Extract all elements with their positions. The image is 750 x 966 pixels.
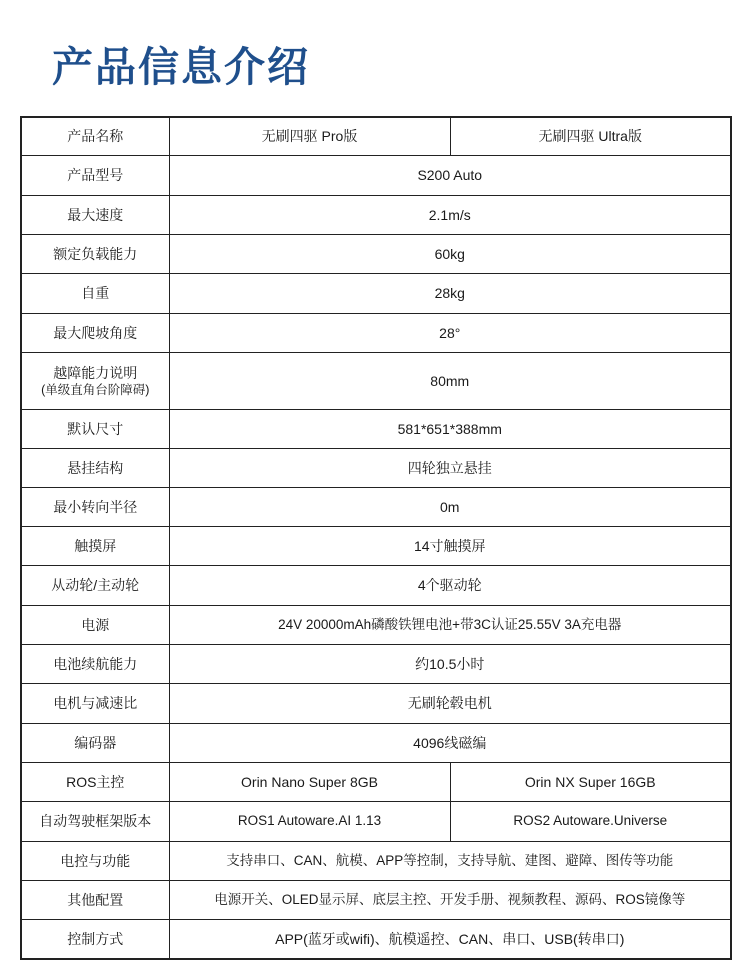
row-label-text: 电源 <box>81 616 110 633</box>
row-label <box>21 155 169 195</box>
row-label <box>21 841 169 880</box>
spec-table <box>20 116 732 960</box>
row-value: Orin NX Super 16GB <box>450 762 731 801</box>
row-value: 四轮独立悬挂 <box>169 448 731 487</box>
row-label <box>21 683 169 723</box>
table-row <box>21 880 731 919</box>
row-value: 80mm <box>169 352 731 409</box>
row-value: 2.1m/s <box>169 195 731 234</box>
table-row <box>21 526 731 565</box>
row-label-text: 默认尺寸 <box>67 420 124 437</box>
row-value: 约10.5小时 <box>169 644 731 683</box>
row-value: 电源开关、OLED显示屏、底层主控、开发手册、视频教程、源码、ROS镜像等 <box>169 880 731 919</box>
row-value: 支持串口、CAN、航模、APP等控制，支持导航、建图、避障、图传等功能 <box>169 841 731 880</box>
row-value: ROS2 Autoware.Universe <box>450 801 731 841</box>
row-value: 60kg <box>169 234 731 273</box>
row-label-text: 产品名称 <box>67 128 124 145</box>
row-value: 14寸触摸屏 <box>169 526 731 565</box>
row-label-text: 额定负载能力 <box>53 245 138 262</box>
row-label <box>21 409 169 448</box>
row-label <box>21 801 169 841</box>
row-label-text: 从动轮/主动轮 <box>51 577 140 593</box>
row-label <box>21 526 169 565</box>
row-value: APP(蓝牙或wifi)、航模遥控、CAN、串口、USB(转串口) <box>169 919 731 959</box>
row-label-text: 越障能力说明 <box>53 364 138 381</box>
table-row <box>21 409 731 448</box>
table-row <box>21 273 731 313</box>
row-value: ROS1 Autoware.AI 1.13 <box>169 801 450 841</box>
row-label-text: ROS主控 <box>66 773 125 790</box>
row-label-text: 自动驾驶框架版本 <box>39 813 152 829</box>
row-label <box>21 605 169 644</box>
row-value: 28kg <box>169 273 731 313</box>
row-sublabel: (单级直角台阶障碍) <box>41 382 150 397</box>
table-row <box>21 723 731 762</box>
spec-table-body <box>21 117 731 959</box>
row-label-text: 最小转向半径 <box>53 498 138 515</box>
row-label-text: 电控与功能 <box>60 852 131 869</box>
row-label <box>21 644 169 683</box>
table-row <box>21 605 731 644</box>
table-row <box>21 919 731 959</box>
row-label-text: 最大速度 <box>67 206 124 223</box>
row-label-text: 产品型号 <box>67 167 124 183</box>
row-label <box>21 880 169 919</box>
table-row <box>21 448 731 487</box>
row-value: 28° <box>169 313 731 352</box>
table-row <box>21 762 731 801</box>
row-label-text: 编码器 <box>74 734 117 751</box>
table-row <box>21 644 731 683</box>
row-label <box>21 565 169 605</box>
row-label-text: 控制方式 <box>67 930 124 947</box>
table-row <box>21 565 731 605</box>
row-value: 4个驱动轮 <box>169 565 731 605</box>
row-label <box>21 919 169 959</box>
row-value: S200 Auto <box>169 155 731 195</box>
row-value: 无刷四驱 Ultra版 <box>450 117 731 155</box>
row-label-text: 悬挂结构 <box>67 459 124 476</box>
table-row <box>21 487 731 526</box>
row-label-text: 最大爬坡角度 <box>53 324 138 341</box>
row-label <box>21 352 169 409</box>
table-row <box>21 234 731 273</box>
row-value: 无刷轮毂电机 <box>169 683 731 723</box>
row-value: 581*651*388mm <box>169 409 731 448</box>
row-label-text: 电机与减速比 <box>53 695 138 711</box>
row-label <box>21 487 169 526</box>
table-row <box>21 195 731 234</box>
table-row <box>21 352 731 409</box>
row-label <box>21 273 169 313</box>
row-label <box>21 117 169 155</box>
table-row <box>21 841 731 880</box>
row-value: Orin Nano Super 8GB <box>169 762 450 801</box>
row-label-text: 电池续航能力 <box>53 655 138 672</box>
row-label <box>21 723 169 762</box>
table-row <box>21 313 731 352</box>
table-row <box>21 117 731 155</box>
row-value: 0m <box>169 487 731 526</box>
page-title: 产品信息介绍 <box>52 43 310 91</box>
table-row <box>21 801 731 841</box>
row-label-text: 其他配置 <box>67 891 124 908</box>
row-label <box>21 234 169 273</box>
table-row <box>21 155 731 195</box>
row-label <box>21 762 169 801</box>
row-label-text: 自重 <box>81 285 110 301</box>
row-value: 无刷四驱 Pro版 <box>169 117 450 155</box>
row-label <box>21 195 169 234</box>
table-row <box>21 683 731 723</box>
row-label-text: 触摸屏 <box>74 537 117 554</box>
row-value: 4096线磁编 <box>169 723 731 762</box>
row-label <box>21 448 169 487</box>
row-label <box>21 313 169 352</box>
row-value: 24V 20000mAh磷酸铁锂电池+带3C认证25.55V 3A充电器 <box>169 605 731 644</box>
